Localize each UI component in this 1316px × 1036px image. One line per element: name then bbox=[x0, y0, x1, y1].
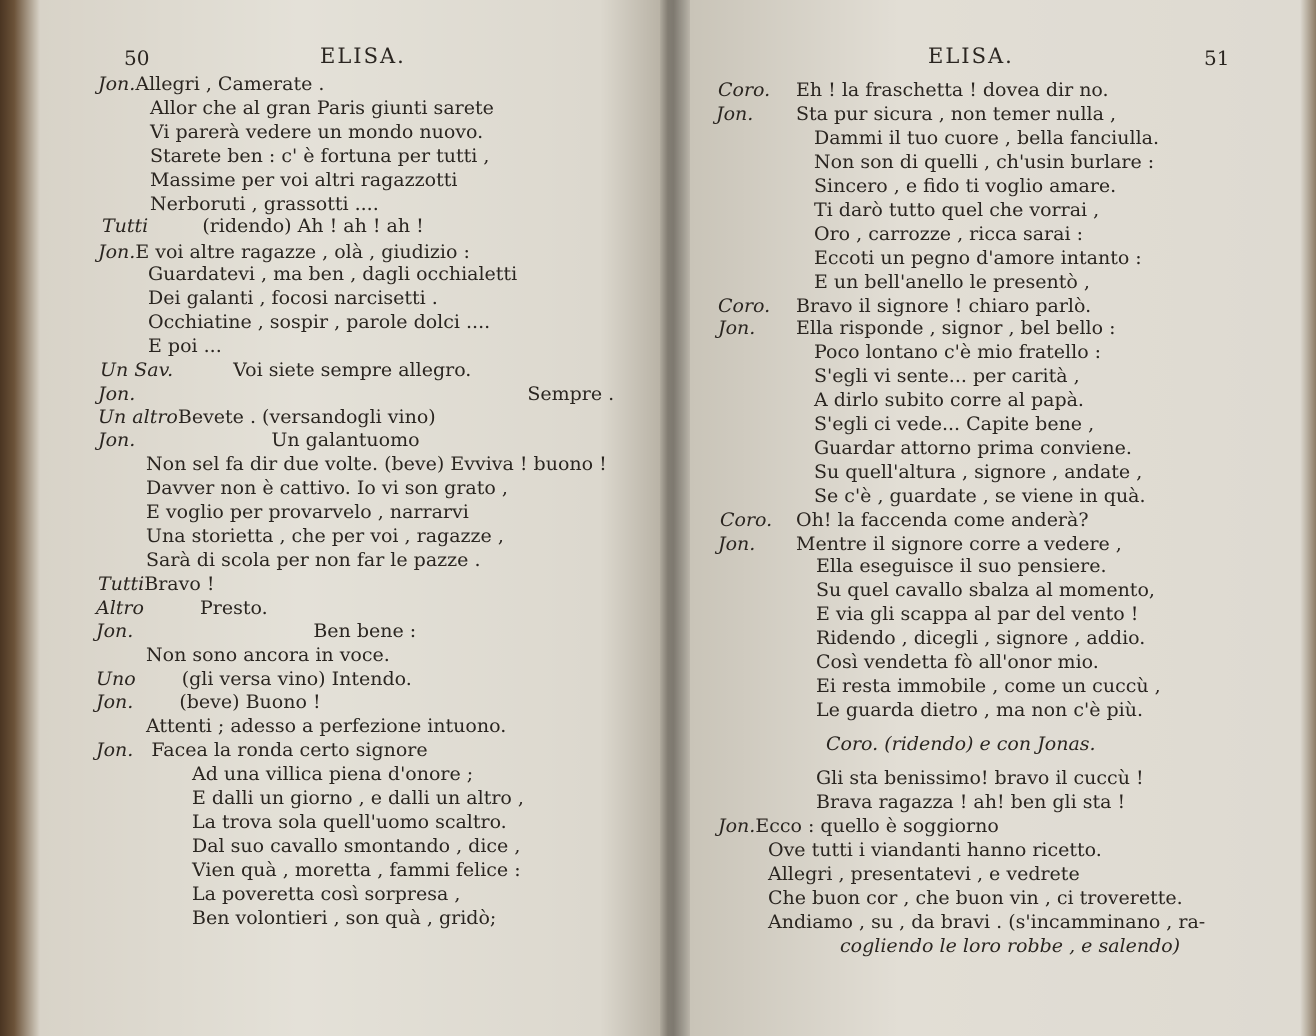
line: Brava ragazza ! ah! ben gli sta ! bbox=[816, 791, 1126, 813]
line: E via gli scappa al par del vento ! bbox=[816, 603, 1139, 625]
line: A dirlo subito corre al papà. bbox=[814, 389, 1084, 411]
line: Non son di quelli , ch'usin burlare : bbox=[814, 151, 1155, 173]
line: Jon. Ben bene : bbox=[96, 620, 417, 642]
line: Jon. Facea la ronda certo signore bbox=[96, 739, 428, 761]
line: Tutti (ridendo) Ah ! ah ! ah ! bbox=[102, 215, 424, 237]
line: Dei galanti , focosi narcisetti . bbox=[148, 287, 438, 309]
line: E voglio per provarvelo , narrarvi bbox=[146, 501, 469, 523]
line: Occhiatine , sospir , parole dolci .... bbox=[148, 311, 491, 333]
line: Gli sta benissimo! bravo il cuccù ! bbox=[816, 767, 1144, 789]
line: E poi ... bbox=[148, 335, 222, 357]
line: Davver non è cattivo. Io vi son grato , bbox=[146, 477, 508, 499]
line: Una storietta , che per voi , ragazze , bbox=[146, 525, 504, 547]
line: Andiamo , su , da bravi . (s'incamminano , ra- bbox=[768, 911, 1206, 933]
line: Un altroBevete . (versandogli vino) bbox=[98, 406, 436, 428]
line: S'egli ci vede... Capite bene , bbox=[814, 413, 1095, 435]
line: Altro Presto. bbox=[96, 597, 268, 619]
right-page-header: ELISA. bbox=[928, 44, 1014, 68]
line: Eccoti un pegno d'amore intanto : bbox=[814, 247, 1142, 269]
line: Jon.Ecco : quello è soggiorno bbox=[718, 815, 999, 837]
line: Non sel fa dir due volte. (beve) Evviva ! buono ! bbox=[146, 453, 607, 475]
line: Sarà di scola per non far le pazze . bbox=[146, 549, 481, 571]
line: Ridendo , dicegli , signore , addio. bbox=[816, 627, 1146, 649]
left-page bbox=[40, 0, 660, 1036]
left-page-header: ELISA. bbox=[320, 44, 406, 68]
line: Guardatevi , ma ben , dagli occhialetti bbox=[148, 263, 518, 285]
line: Un Sav. Voi siete sempre allegro. bbox=[100, 359, 472, 381]
line: Jon. Un galantuomo bbox=[98, 429, 420, 451]
line: Su quell'altura , signore , andate , bbox=[814, 461, 1143, 483]
line: Poco lontano c'è mio fratello : bbox=[814, 341, 1102, 363]
line: Attenti ; adesso a perfezione intuono. bbox=[146, 715, 507, 737]
line: Allegri , presentatevi , e vedrete bbox=[768, 863, 1080, 885]
line: Dal suo cavallo smontando , dice , bbox=[192, 835, 521, 857]
line: Guardar attorno prima conviene. bbox=[814, 437, 1132, 459]
line: La trova sola quell'uomo scaltro. bbox=[192, 811, 507, 833]
right-page bbox=[690, 0, 1300, 1036]
line: Massime per voi altri ragazzotti bbox=[150, 169, 458, 191]
book-gutter bbox=[660, 0, 690, 1036]
line: Ad una villica piena d'onore ; bbox=[192, 763, 474, 785]
line: Su quel cavallo sbalza al momento, bbox=[816, 579, 1155, 601]
line: Jon.E voi altre ragazze , olà , giudizio : bbox=[98, 241, 470, 263]
line: Jon.Allegri , Camerate . bbox=[98, 73, 325, 95]
line: Jon. Sempre . bbox=[98, 383, 615, 405]
line: Jon. Sta pur sicura , non temer nulla , bbox=[716, 103, 1117, 125]
line: Ben volontieri , son quà , gridò; bbox=[192, 907, 497, 929]
stage-direction: Coro. (ridendo) e con Jonas. bbox=[826, 733, 1096, 755]
line: Coro. Bravo il signore ! chiaro parlò. bbox=[718, 295, 1092, 317]
line: Ti darò tutto quel che vorrai , bbox=[814, 199, 1100, 221]
line: Ella eseguisce il suo pensiere. bbox=[816, 555, 1107, 577]
line: Ei resta immobile , come un cuccù , bbox=[816, 675, 1161, 697]
line: Che buon cor , che buon vin , ci troverette. bbox=[768, 887, 1183, 909]
line: S'egli vi sente... per carità , bbox=[814, 365, 1080, 387]
line: Nerboruti , grassotti .... bbox=[150, 193, 379, 215]
line: Non sono ancora in voce. bbox=[146, 644, 390, 666]
line: Vien quà , moretta , fammi felice : bbox=[192, 859, 521, 881]
line: Uno (gli versa vino) Intendo. bbox=[96, 668, 412, 690]
stage-direction: cogliendo le loro robbe , e salendo) bbox=[840, 935, 1181, 957]
line: Oro , carrozze , ricca sarai : bbox=[814, 223, 1083, 245]
line: Jon. Mentre il signore corre a vedere , bbox=[718, 533, 1122, 555]
line: Coro. Eh ! la fraschetta ! dovea dir no. bbox=[718, 79, 1109, 101]
line: Allor che al gran Paris giunti sarete bbox=[150, 97, 494, 119]
line: Se c'è , guardate , se viene in quà. bbox=[814, 485, 1146, 507]
line: TuttiBravo ! bbox=[98, 573, 215, 595]
right-page-number: 51 bbox=[1204, 46, 1230, 70]
line: Ove tutti i viandanti hanno ricetto. bbox=[768, 839, 1102, 861]
line: E dalli un giorno , e dalli un altro , bbox=[192, 787, 524, 809]
line: Jon. Ella risponde , signor , bel bello : bbox=[718, 317, 1116, 339]
line: E un bell'anello le presentò , bbox=[814, 271, 1090, 293]
line: Le guarda dietro , ma non c'è più. bbox=[816, 699, 1143, 721]
line: Coro. Oh! la faccenda come anderà? bbox=[720, 509, 1089, 531]
line: Sincero , e fido ti voglio amare. bbox=[814, 175, 1117, 197]
line: Jon. (beve) Buono ! bbox=[96, 691, 321, 713]
line: Dammi il tuo cuore , bella fanciulla. bbox=[814, 127, 1160, 149]
line: Starete ben : c' è fortuna per tutti , bbox=[150, 145, 490, 167]
left-page-number: 50 bbox=[124, 46, 150, 70]
line: Vi parerà vedere un mondo nuovo. bbox=[150, 121, 484, 143]
line: Così vendetta fò all'onor mio. bbox=[816, 651, 1099, 673]
line: La poveretta così sorpresa , bbox=[192, 883, 461, 905]
